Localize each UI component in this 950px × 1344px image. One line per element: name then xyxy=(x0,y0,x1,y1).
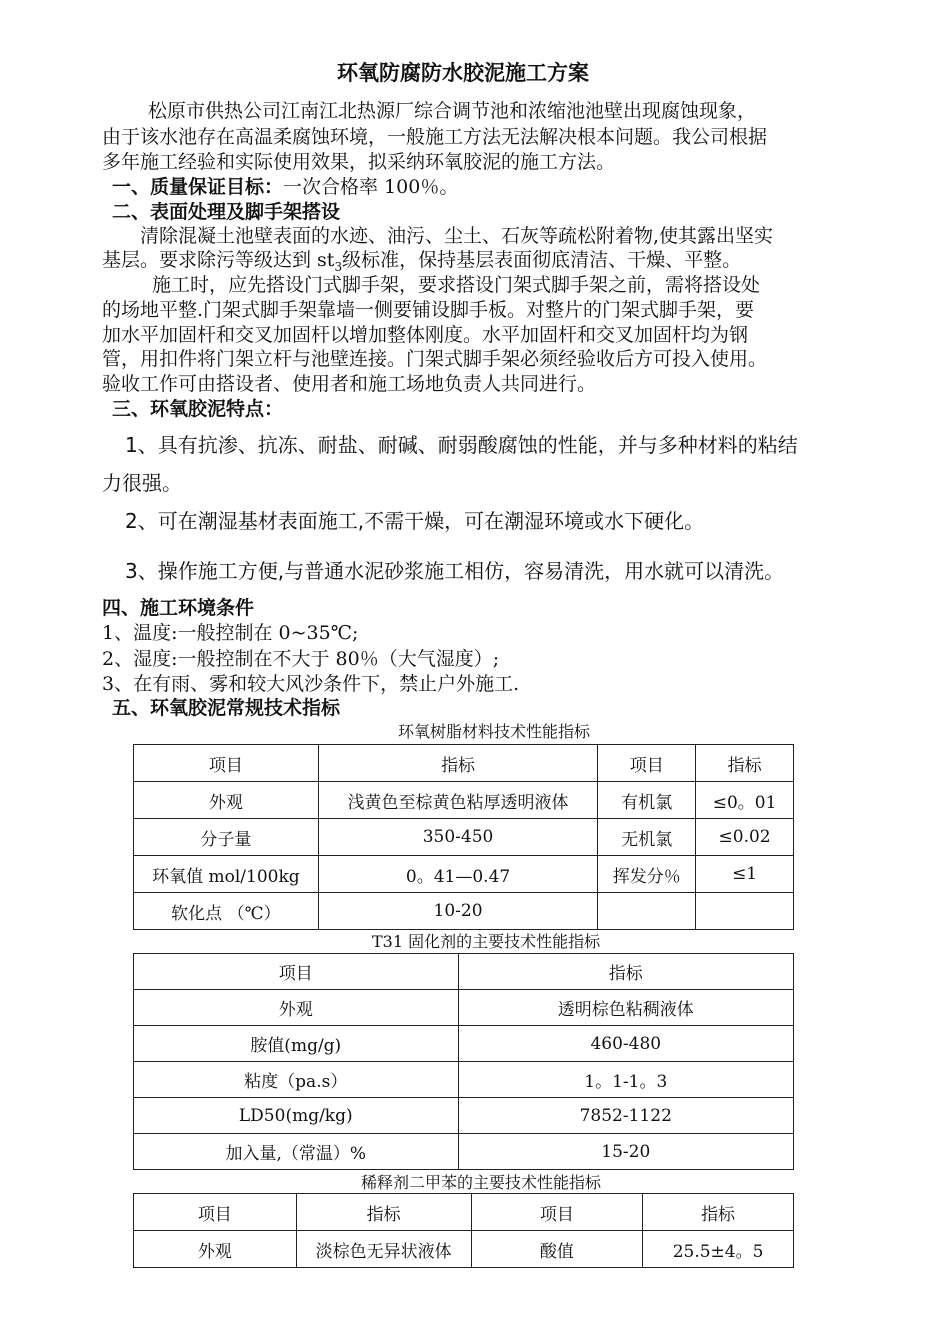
table-cell: ≤0。01 xyxy=(696,782,794,819)
paragraph-line: 加水平加固杆和交叉加固杆以增加整体刚度。水平加固杆和交叉加固杆均为钢 xyxy=(102,324,749,346)
table-cell xyxy=(696,893,794,930)
table-cell: 酸值 xyxy=(471,1231,643,1268)
document-title: 环氧防腐防水胶泥施工方案 xyxy=(337,61,589,85)
table-caption: 环氧树脂材料技术性能指标 xyxy=(398,722,591,741)
curing-agent-table xyxy=(133,953,794,1170)
table-cell: 淡棕色无异状液体 xyxy=(296,1231,471,1268)
table-cell: 浅黄色至棕黄色粘厚透明液体 xyxy=(318,782,598,819)
table-cell: 项目 xyxy=(598,745,696,782)
paragraph-line: 基层。要求除污等级达到 $st_3$级标准，保持基层表面彻底清洁、干燥、平整。 xyxy=(102,249,742,274)
intro-line: 由于该水池存在高温柔腐蚀环境，一般施工方法无法解决根本问题。我公司根据 xyxy=(102,126,768,148)
table-cell: 项目 xyxy=(134,954,459,990)
section-text: 一次合格率 100％。 xyxy=(283,176,459,198)
table-cell: 7852-1122 xyxy=(458,1098,793,1134)
table-cell: 软化点 （℃） xyxy=(134,893,319,930)
table-cell: 指标 xyxy=(318,745,598,782)
table-cell: 指标 xyxy=(643,1194,794,1231)
xylene-diluent-table xyxy=(133,1193,794,1268)
table-cell: 15-20 xyxy=(458,1134,793,1170)
table-row xyxy=(134,1134,794,1170)
section-quality xyxy=(112,174,458,200)
table-cell: 透明棕色粘稠液体 xyxy=(458,990,793,1026)
table-cell: 指标 xyxy=(458,954,793,990)
table-row xyxy=(134,782,794,819)
section-heading: 三、环氧胶泥特点： xyxy=(112,398,284,420)
table-cell: 0。41—0.47 xyxy=(318,856,598,893)
table-cell: 粘度（pa.s） xyxy=(134,1062,459,1098)
table-cell: ≤1 xyxy=(696,856,794,893)
table-cell: 1。1-1。3 xyxy=(458,1062,793,1098)
table-cell: 指标 xyxy=(296,1194,471,1231)
table-cell: 10-20 xyxy=(318,893,598,930)
table-cell: 加入量,（常温）% xyxy=(134,1134,459,1170)
table-row xyxy=(134,893,794,930)
table-row xyxy=(134,819,794,856)
table-cell: 分子量 xyxy=(134,819,319,856)
feature-item: 1、具有抗渗、抗冻、耐盐、耐碱、耐弱酸腐蚀的性能，并与多种材料的粘结 xyxy=(125,433,798,457)
table-cell: 25.5±4。5 xyxy=(643,1231,794,1268)
table-cell: 项目 xyxy=(134,1194,297,1231)
table-cell: 挥发分％ xyxy=(598,856,696,893)
table-cell xyxy=(598,893,696,930)
table-row xyxy=(134,1026,794,1062)
epoxy-resin-table xyxy=(133,744,794,930)
paragraph-line: 施工时，应先搭设门式脚手架，要求搭设门架式脚手架之前，需将搭设处 xyxy=(152,274,761,296)
table-row xyxy=(134,990,794,1026)
table-caption: 稀释剂二甲苯的主要技术性能指标 xyxy=(361,1173,602,1192)
table-cell: 指标 xyxy=(696,745,794,782)
table-header-row xyxy=(134,745,794,782)
table-cell: 外观 xyxy=(134,990,459,1026)
table-cell: 环氧值 mol/100kg xyxy=(134,856,319,893)
feature-item: 3、操作施工方便,与普通水泥砂浆施工相仿，容易清洗，用水就可以清洗。 xyxy=(125,559,785,583)
intro-line: 多年施工经验和实际使用效果，拟采纳环氧胶泥的施工方法。 xyxy=(102,151,616,173)
paragraph-line: 的场地平整.门架式脚手架靠墙一侧要铺设脚手板。对整片的门架式脚手架，要 xyxy=(102,299,755,321)
paragraph-line: 管，用扣件将门架立杆与池壁连接。门架式脚手架必须经验收后方可投入使用。 xyxy=(102,348,768,370)
table-cell: 外观 xyxy=(134,782,319,819)
table-cell: 外观 xyxy=(134,1231,297,1268)
table-cell: 项目 xyxy=(471,1194,643,1231)
intro-line: 松原市供热公司江南江北热源厂综合调节池和浓缩池池壁出现腐蚀现象， xyxy=(148,100,757,122)
paragraph-line: 验收工作可由搭设者、使用者和施工场地负责人共同进行。 xyxy=(102,373,597,395)
table-cell: 项目 xyxy=(134,745,319,782)
table-cell: 350-450 xyxy=(318,819,598,856)
table-row xyxy=(134,1098,794,1134)
table-header-row xyxy=(134,954,794,990)
table-cell: 胺值(mg/g) xyxy=(134,1026,459,1062)
feature-item: 力很强。 xyxy=(102,471,182,495)
condition-item: 2、湿度:一般控制在不大于 80％（大气湿度）; xyxy=(102,648,500,670)
table-header-row xyxy=(134,1194,794,1231)
section-heading: 五、环氧胶泥常规技术指标 xyxy=(112,697,341,719)
table-cell: 无机氯 xyxy=(598,819,696,856)
condition-item: 3、在有雨、雾和较大风沙条件下，禁止户外施工. xyxy=(102,673,520,695)
condition-item: 1、温度:一般控制在 0~35℃; xyxy=(102,622,359,644)
table-cell: 460-480 xyxy=(458,1026,793,1062)
paragraph-line: 清除混凝土池壁表面的水迹、油污、尘土、石灰等疏松附着物,使其露出坚实 xyxy=(140,225,774,247)
table-cell: ≤0.02 xyxy=(696,819,794,856)
feature-item: 2、可在潮湿基材表面施工,不需干燥，可在潮湿环境或水下硬化。 xyxy=(125,509,705,533)
section-heading: 四、施工环境条件 xyxy=(102,597,255,619)
table-cell: LD50(mg/kg) xyxy=(134,1098,459,1134)
table-row xyxy=(134,1231,794,1268)
table-row xyxy=(134,856,794,893)
table-cell: 有机氯 xyxy=(598,782,696,819)
table-row xyxy=(134,1062,794,1098)
section-heading: 二、表面处理及脚手架搭设 xyxy=(112,201,341,223)
table-caption: T31 固化剂的主要技术性能指标 xyxy=(372,932,601,951)
section-heading: 一、质量保证目标： xyxy=(112,176,284,198)
